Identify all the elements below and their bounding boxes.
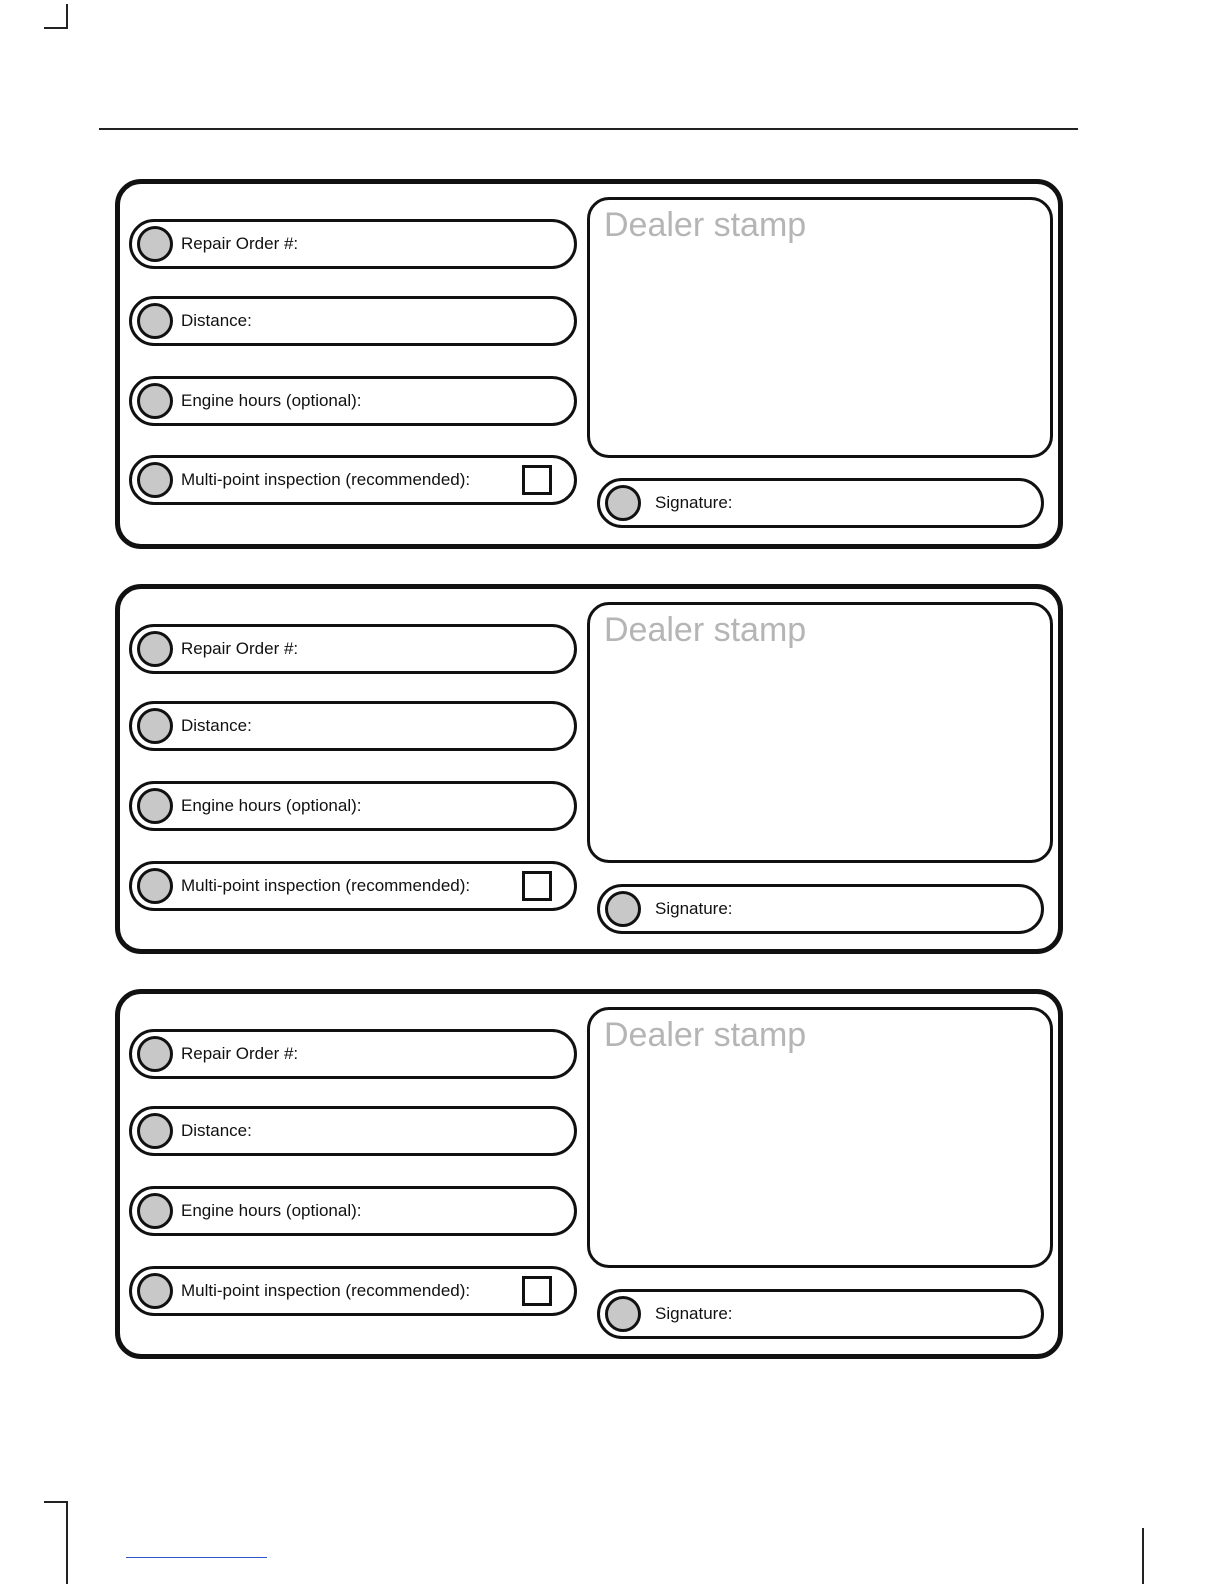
bullet-icon (137, 226, 173, 262)
service-record-card (115, 179, 1063, 549)
dealer-stamp-label: Dealer stamp (604, 206, 807, 244)
bullet-icon (137, 1113, 173, 1149)
signature-field[interactable] (597, 1289, 1044, 1339)
dealer-stamp-box (587, 1007, 1053, 1268)
inspection-field (129, 861, 577, 911)
engine-hours-label: Engine hours (optional): (181, 796, 362, 815)
bullet-icon (137, 383, 173, 419)
bullet-icon (137, 788, 173, 824)
dealer-stamp-label: Dealer stamp (604, 1016, 807, 1054)
distance-field[interactable] (129, 701, 577, 751)
inspection-label: Multi-point inspection (recommended): (181, 470, 471, 489)
bullet-icon (137, 1036, 173, 1072)
bullet-icon (605, 1296, 641, 1332)
repair-order-label: Repair Order #: (181, 639, 299, 658)
engine-hours-label: Engine hours (optional): (181, 1201, 362, 1220)
footer-link-underline (126, 1557, 267, 1558)
bullet-icon (605, 485, 641, 521)
distance-field[interactable] (129, 1106, 577, 1156)
inspection-checkbox[interactable] (522, 465, 552, 495)
inspection-checkbox[interactable] (522, 871, 552, 901)
signature-field[interactable] (597, 884, 1044, 934)
service-record-card (115, 584, 1063, 954)
engine-hours-field[interactable] (129, 1186, 577, 1236)
engine-hours-field[interactable] (129, 781, 577, 831)
dealer-stamp-label: Dealer stamp (604, 611, 807, 649)
bullet-icon (137, 1193, 173, 1229)
bullet-icon (137, 708, 173, 744)
signature-field[interactable] (597, 478, 1044, 528)
crop-mark-top-left-vertical (66, 4, 68, 28)
distance-label: Distance: (181, 1121, 252, 1140)
signature-label: Signature: (655, 1304, 733, 1323)
repair-order-field[interactable] (129, 219, 577, 269)
bullet-icon (137, 303, 173, 339)
inspection-label: Multi-point inspection (recommended): (181, 1281, 471, 1300)
crop-mark-top-left-horizontal (44, 27, 68, 29)
inspection-label: Multi-point inspection (recommended): (181, 876, 471, 895)
repair-order-field[interactable] (129, 1029, 577, 1079)
signature-label: Signature: (655, 899, 733, 918)
crop-mark-bottom-left-horizontal (44, 1501, 68, 1503)
repair-order-label: Repair Order #: (181, 1044, 299, 1063)
crop-mark-bottom-right-vertical (1142, 1528, 1144, 1584)
dealer-stamp-box (587, 602, 1053, 863)
dealer-stamp-box (587, 197, 1053, 458)
distance-label: Distance: (181, 311, 252, 330)
inspection-field (129, 455, 577, 505)
bullet-icon (605, 891, 641, 927)
engine-hours-field[interactable] (129, 376, 577, 426)
header-rule (99, 128, 1078, 130)
inspection-checkbox[interactable] (522, 1276, 552, 1306)
crop-mark-bottom-left-vertical (66, 1501, 68, 1584)
engine-hours-label: Engine hours (optional): (181, 391, 362, 410)
bullet-icon (137, 1273, 173, 1309)
bullet-icon (137, 631, 173, 667)
repair-order-field[interactable] (129, 624, 577, 674)
bullet-icon (137, 868, 173, 904)
signature-label: Signature: (655, 493, 733, 512)
distance-label: Distance: (181, 716, 252, 735)
bullet-icon (137, 462, 173, 498)
service-record-card (115, 989, 1063, 1359)
distance-field[interactable] (129, 296, 577, 346)
inspection-field (129, 1266, 577, 1316)
repair-order-label: Repair Order #: (181, 234, 299, 253)
